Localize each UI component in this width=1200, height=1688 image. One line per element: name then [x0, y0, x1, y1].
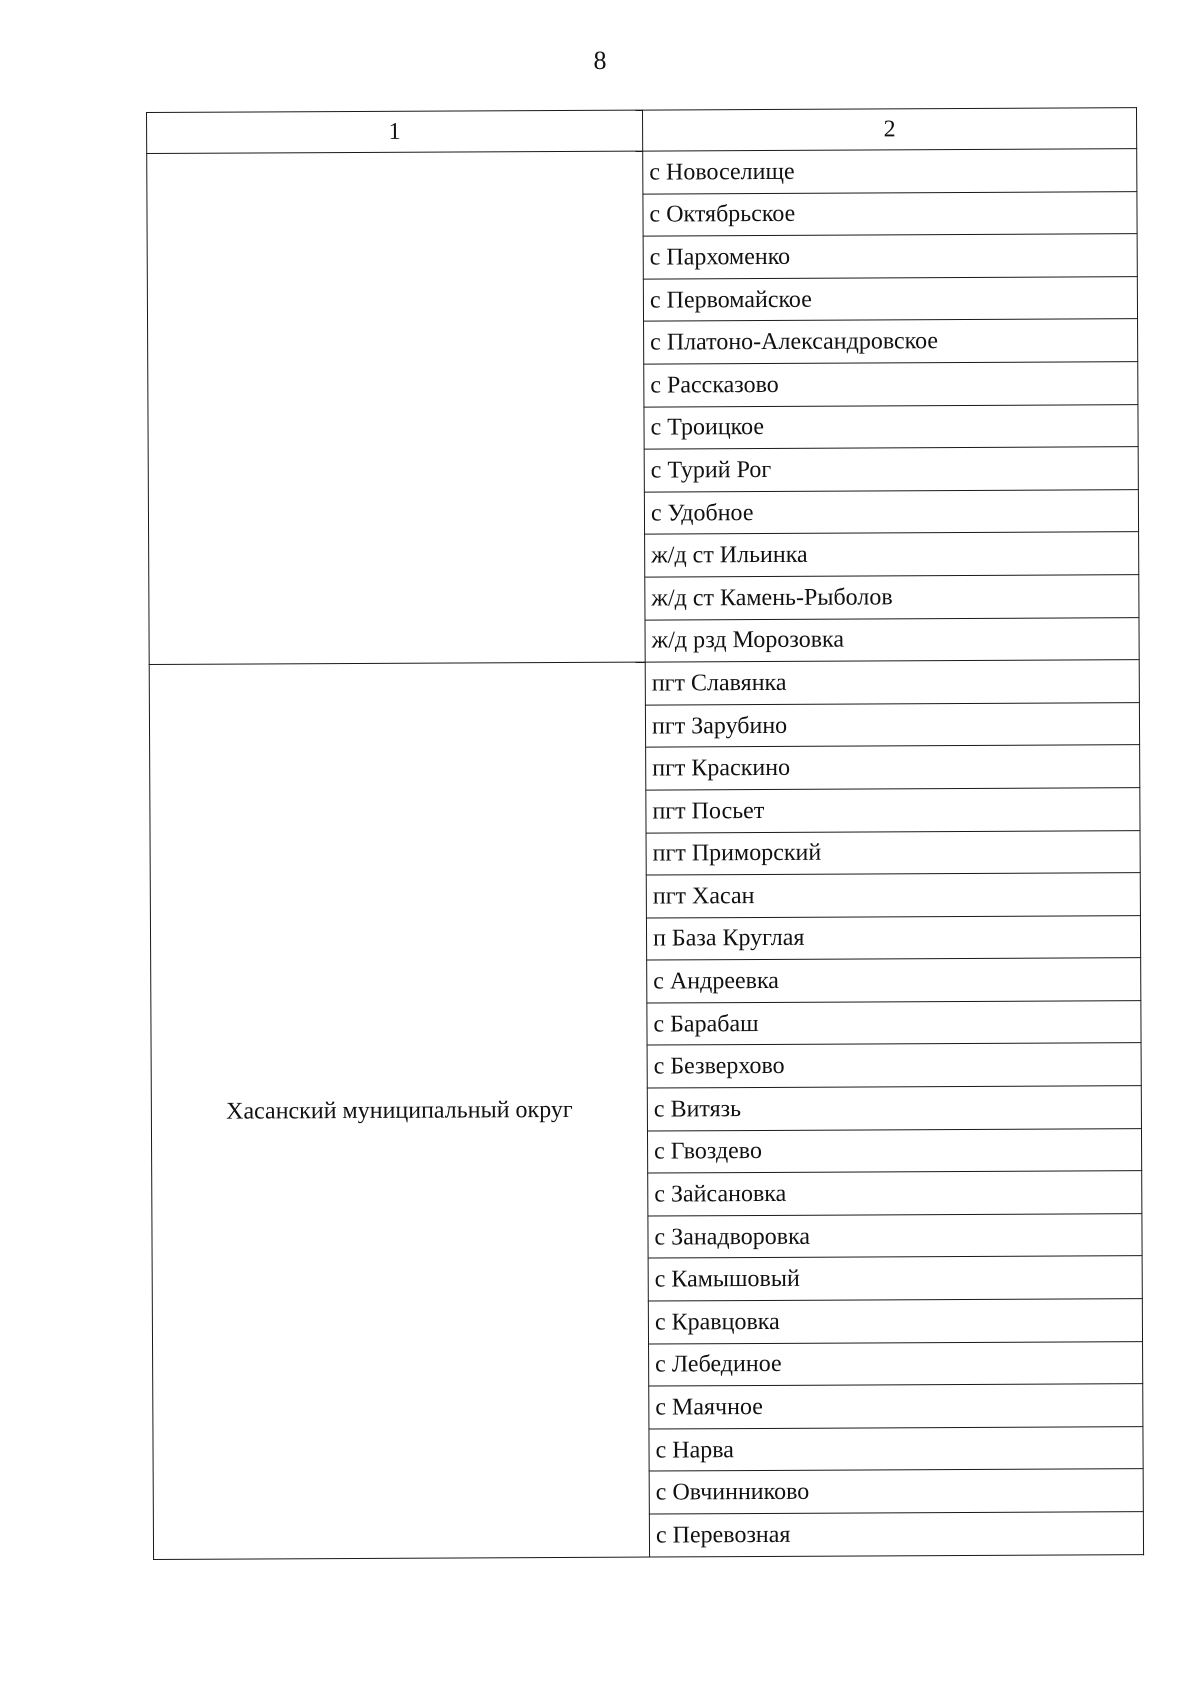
settlement-cell: с Гвоздево [647, 1128, 1141, 1173]
settlement-cell: ж/д рзд Морозовка [645, 617, 1139, 662]
settlement-cell: с Андреевка [647, 958, 1141, 1003]
settlement-cell: с Маячное [649, 1384, 1143, 1429]
settlement-cell: пгт Посьет [646, 788, 1140, 833]
table-header-row [147, 108, 1137, 154]
settlement-cell: с Камышовый [648, 1256, 1142, 1301]
settlement-cell: с Перевозная [649, 1512, 1143, 1557]
settlement-cell: пгт Приморский [646, 830, 1140, 875]
settlement-cell: с Пархоменко [643, 234, 1137, 279]
table-row [147, 149, 1137, 196]
municipality-name-cell: Хасанский муниципальный округ [149, 662, 649, 1559]
settlement-cell: п База Круглая [646, 915, 1140, 960]
page-number: 8 [593, 46, 607, 75]
settlement-cell: пгт Славянка [645, 660, 1139, 705]
settlement-cell: с Занадворовка [648, 1213, 1142, 1258]
settlements-table [146, 107, 1144, 1559]
settlement-cell: ж/д ст Ильинка [645, 532, 1139, 577]
settlement-cell: с Новоселище [643, 149, 1137, 194]
settlement-cell: с Кравцовка [648, 1299, 1142, 1344]
settlement-cell: с Удобное [644, 489, 1138, 534]
table-row [149, 660, 1139, 707]
settlement-cell: пгт Хасан [646, 873, 1140, 918]
settlement-cell: с Нарва [649, 1426, 1143, 1471]
settlement-cell: с Безверхово [647, 1043, 1141, 1088]
settlement-cell: с Рассказово [644, 362, 1138, 407]
settlement-cell: с Лебединое [649, 1341, 1143, 1386]
settlement-cell: с Турий Рог [644, 447, 1138, 492]
settlement-cell: ж/д ст Камень-Рыболов [645, 575, 1139, 620]
settlement-cell: с Первомайское [643, 276, 1137, 321]
settlement-cell: с Витязь [647, 1086, 1141, 1131]
settlement-cell: с Платоно-Александровское [644, 319, 1138, 364]
settlement-cell: с Овчинниково [649, 1469, 1143, 1514]
settlement-cell: с Октябрьское [643, 191, 1137, 236]
settlement-cell: с Барабаш [647, 1001, 1141, 1046]
settlement-cell: с Троицкое [644, 404, 1138, 449]
settlement-cell: пгт Краскино [646, 745, 1140, 790]
column-header-2: 2 [642, 108, 1136, 151]
column-header-1: 1 [147, 110, 643, 153]
settlement-cell: с Зайсановка [648, 1171, 1142, 1216]
settlement-cell: пгт Зарубино [645, 702, 1139, 747]
municipality-name-cell [147, 151, 645, 665]
